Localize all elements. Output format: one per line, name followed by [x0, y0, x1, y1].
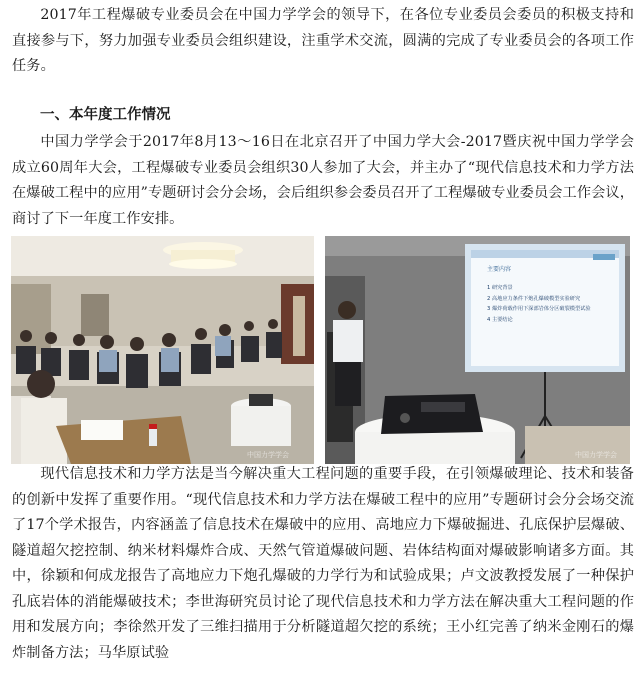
slide-outline-item: 4 主要结论: [487, 316, 513, 323]
slide-outline: [487, 283, 597, 325]
section-heading: 一、本年度工作情况: [40, 106, 171, 123]
watermark: 中国力学学会: [247, 451, 289, 459]
intro-paragraph: 2017年工程爆破专业委员会在中国力学学会的领导下，在各位专业委员会委员的积极支持和直接参与下，努力加强专业委员会组织建设，注重学术交流，圆满的完成了专业委员会的各项工作任务。: [12, 7, 634, 74]
watermark: 中国力学学会: [575, 451, 617, 459]
symposium-paragraph: 现代信息技术和力学方法是当今解决重大工程问题的重要手段，在引领爆破理论、技术和装备的创新中发挥了重要作用。“现代信息技术和力学方法在爆破工程中的应用”专题研讨会分会场交流了17个学术报告，内容涵盖了信息技术在爆破中的应用、高地应力下爆破掘进、孔底保护层爆破、隧道超欠挖控制、纳米材料爆炸合成、天然气管道爆破问题、岩体结构面对爆破影响诸多方面。其中，徐颖和何成龙报告了高地应力下炮孔爆破的力学行为和试验成果；卢文波教授发展了一种保护孔底岩体的消能爆破技术；李世海研究员讨论了现代信息技术和力学方法在解决重大工程问题的作用和发展方向；李徐然开发了三维扫描用于分析隧道超欠挖的系统；王小红完善了纳米金刚石的爆炸制备方法；马华原试验: [12, 466, 634, 661]
slide-outline-item: 1 研究背景: [487, 285, 513, 291]
slide-outline-item: 3 爆炸荷载作用下深部岩体分区破裂模型试验: [487, 306, 591, 312]
presentation-photo: [325, 236, 630, 464]
slide-outline-item: 2 高地应力条件下炮孔爆破模型实验研究: [487, 295, 581, 302]
meeting-room-photo-icon: [11, 236, 314, 464]
slide-title: 主要内容: [487, 266, 512, 273]
conference-paragraph: 中国力学学会于2017年8月13～16日在北京召开了中国力学大会-2017暨庆祝中国力学学会成立60周年大会，工程爆破专业委员会组织30人参加了大会，并主办了“现代信息技术和力学方法在爆破工程中的应用”专题研讨会分会场，会后组织参会委员召开了工程爆破专业委员会工作会议，商讨了下一年度工作安排。: [12, 134, 634, 227]
presentation-photo-icon: [325, 236, 630, 464]
meeting-room-photo: [11, 236, 314, 464]
